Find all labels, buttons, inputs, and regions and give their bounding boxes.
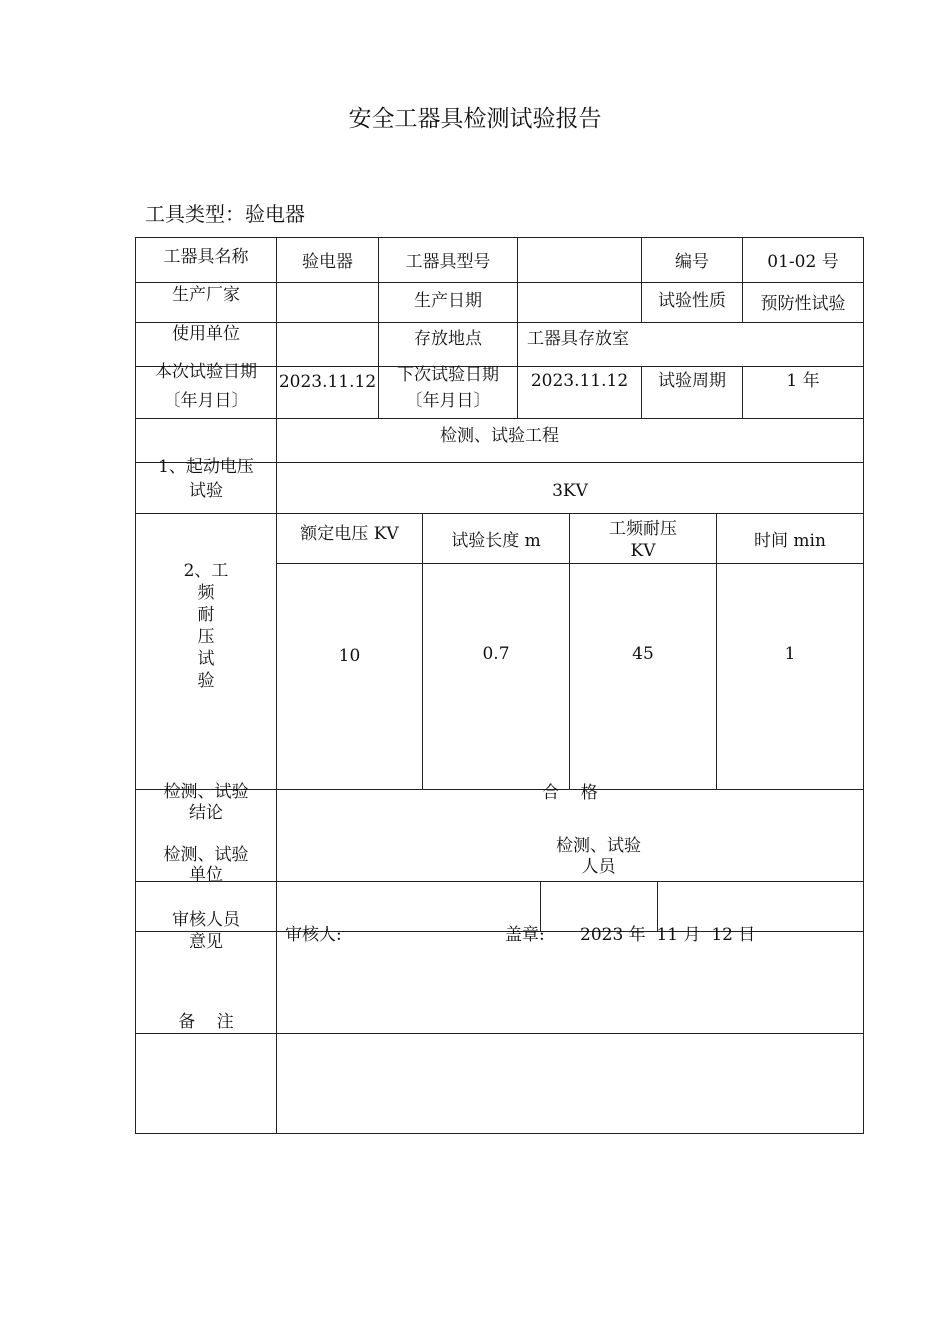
name-label: 工器具名称 [163,247,249,267]
item1-label-2: 试验 [189,481,223,501]
table-border-bottom [135,1133,864,1134]
row-line [135,1033,864,1034]
reviewer-label: 审核人: [285,925,342,945]
conclusion-label-2: 结论 [189,803,223,823]
this-date-value: 2023.11.12 [278,372,377,392]
number-value: 01-02 号 [767,252,839,272]
item1-value: 3KV [552,481,588,501]
rated-voltage-header: 额定电压 KV [300,524,399,544]
item2-label-line: 频 [197,583,215,603]
name-value: 验电器 [302,252,353,272]
review-label-2: 意见 [189,932,223,952]
unit-label: 使用单位 [172,324,240,344]
table-border-top [135,237,864,238]
model-label: 工器具型号 [405,252,491,272]
next-date-value: 2023.11.12 [530,371,629,391]
withstand-voltage-unit: KV [630,541,656,561]
time-header: 时间 min [754,531,826,551]
tool-type-label: 工具类型：验电器 [145,202,305,226]
this-date-label-2: 〔年月日〕 [163,391,249,411]
review-label-1: 审核人员 [172,910,240,930]
period-value: 1 年 [786,371,820,391]
test-unit-label-1: 检测、试验 [163,845,249,865]
item2-label [136,560,276,692]
item2-label-line: 耐 [197,605,215,625]
remarks-label: 备 注 [178,1012,234,1032]
period-label: 试验周期 [658,371,726,391]
item2-label-line: 验 [197,671,215,691]
conclusion-value: 合 格 [542,783,598,803]
manufacturer-label: 生产厂家 [172,285,240,305]
test-nature-value: 预防性试验 [760,294,846,314]
test-staff-label-1: 检测、试验 [556,836,641,856]
item1-label-1: 1、起动电压 [158,457,254,477]
location-label: 存放地点 [414,329,482,349]
this-date-label-1: 本次试验日期 [155,362,257,382]
test-unit-label-2: 单位 [189,865,223,885]
seal-label: 盖章: [505,925,545,945]
location-value: 工器具存放室 [527,329,629,349]
row-line [276,563,864,564]
withstand-voltage-header: 工频耐压 [609,519,677,539]
row-line [135,282,864,283]
conclusion-label-1: 检测、试验 [163,782,249,802]
test-staff-label-2: 人员 [581,857,616,877]
item2-label-line: 压 [197,627,215,647]
test-length-value: 0.7 [482,644,510,664]
next-date-label-1: 下次试验日期 [397,365,499,385]
time-value: 1 [784,644,796,664]
test-length-header: 试验长度 m [451,531,541,551]
test-nature-label: 试验性质 [658,291,726,311]
row-line [135,513,864,514]
production-date-label: 生产日期 [414,291,482,311]
page-title: 安全工器具检测试验报告 [348,106,602,132]
table-border-right [863,237,864,1134]
row-line [135,418,864,419]
section-title: 检测、试验工程 [440,426,559,446]
item2-label-line: 2、工 [183,561,229,581]
review-date: 2023 年 11 月 12 日 [580,925,756,945]
item2-label-line: 试 [197,649,215,669]
rated-voltage-value: 10 [338,646,361,666]
number-label: 编号 [675,252,709,272]
withstand-voltage-value: 45 [632,644,654,664]
next-date-label-2: 〔年月日〕 [405,391,491,411]
